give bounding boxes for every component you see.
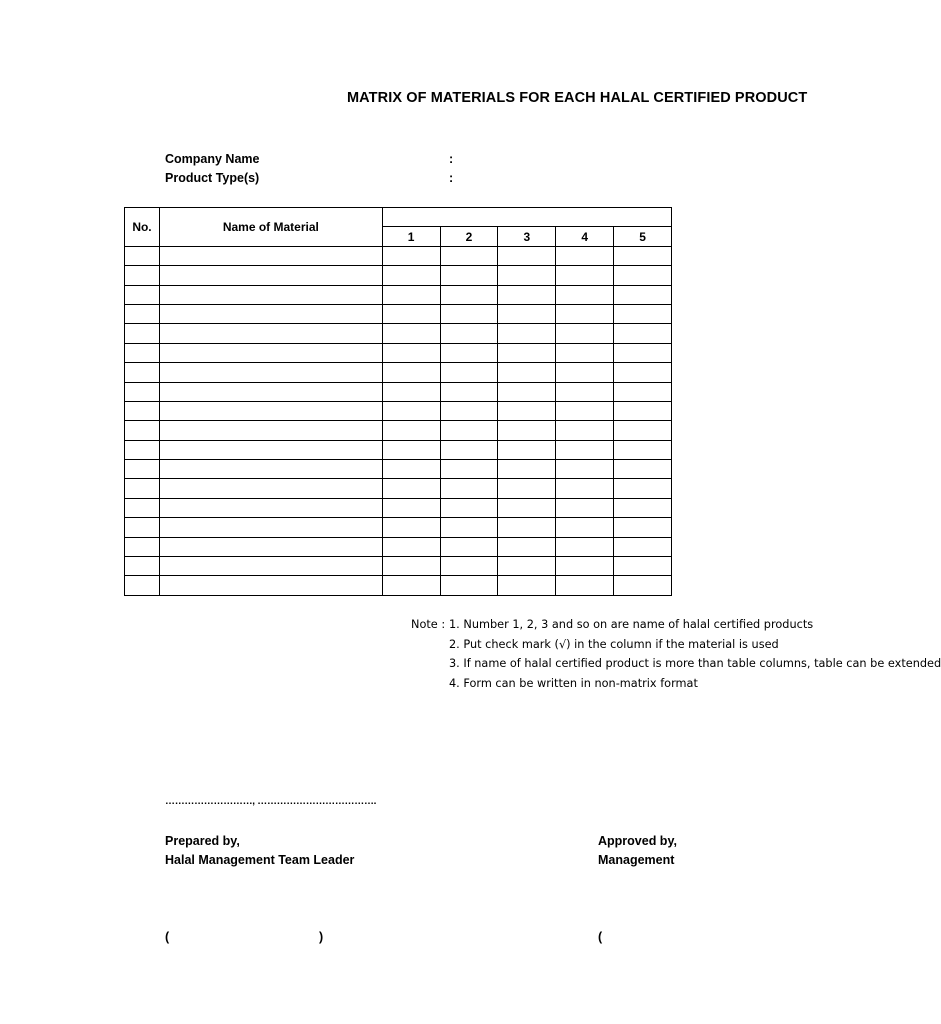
row-number-cell	[125, 363, 160, 382]
product-check-cell	[382, 401, 440, 420]
product-check-cell	[382, 460, 440, 479]
row-number-cell	[125, 421, 160, 440]
product-check-cell	[498, 537, 556, 556]
header-product-1: 1	[382, 227, 440, 246]
product-check-cell	[382, 518, 440, 537]
material-name-cell	[159, 518, 382, 537]
header-no: No.	[125, 208, 160, 247]
product-check-cell	[498, 285, 556, 304]
material-name-cell	[159, 421, 382, 440]
product-check-cell	[498, 324, 556, 343]
table-row	[125, 266, 672, 285]
product-check-cell	[556, 246, 614, 265]
product-check-cell	[440, 440, 498, 459]
table-row	[125, 246, 672, 265]
material-name-cell	[159, 343, 382, 362]
table-row	[125, 304, 672, 323]
row-number-cell	[125, 266, 160, 285]
product-check-cell	[382, 324, 440, 343]
product-check-cell	[614, 343, 672, 362]
material-name-cell	[159, 576, 382, 595]
table-row	[125, 382, 672, 401]
material-name-cell	[159, 498, 382, 517]
product-check-cell	[498, 304, 556, 323]
product-check-cell	[440, 460, 498, 479]
table-row	[125, 440, 672, 459]
product-check-cell	[614, 537, 672, 556]
product-check-cell	[614, 363, 672, 382]
note-line-1: 1. Number 1, 2, 3 and so on are name of halal certified products	[449, 618, 814, 631]
matrix-body	[125, 246, 672, 595]
product-check-cell	[498, 363, 556, 382]
product-check-cell	[498, 246, 556, 265]
approved-by-role: Management	[598, 853, 675, 867]
product-check-cell	[556, 363, 614, 382]
product-check-cell	[440, 343, 498, 362]
table-row	[125, 421, 672, 440]
product-check-cell	[498, 479, 556, 498]
table-row	[125, 479, 672, 498]
product-check-cell	[440, 479, 498, 498]
product-check-cell	[440, 324, 498, 343]
product-check-cell	[382, 363, 440, 382]
header-product-5: 5	[614, 227, 672, 246]
material-name-cell	[159, 363, 382, 382]
row-number-cell	[125, 460, 160, 479]
product-check-cell	[498, 440, 556, 459]
product-check-cell	[556, 440, 614, 459]
product-check-cell	[382, 479, 440, 498]
table-row	[125, 401, 672, 420]
material-name-cell	[159, 557, 382, 576]
product-check-cell	[556, 324, 614, 343]
product-check-cell	[498, 401, 556, 420]
product-check-cell	[556, 343, 614, 362]
company-name-label: Company Name	[165, 152, 260, 166]
product-check-cell	[556, 382, 614, 401]
row-number-cell	[125, 537, 160, 556]
product-check-cell	[382, 498, 440, 517]
row-number-cell	[125, 382, 160, 401]
table-row	[125, 576, 672, 595]
product-check-cell	[556, 266, 614, 285]
product-check-cell	[440, 266, 498, 285]
table-row	[125, 324, 672, 343]
product-types-label: Product Type(s)	[165, 171, 260, 185]
product-check-cell	[440, 518, 498, 537]
header-product-2: 2	[440, 227, 498, 246]
material-name-cell	[159, 537, 382, 556]
material-name-cell	[159, 304, 382, 323]
product-check-cell	[440, 537, 498, 556]
product-check-cell	[498, 576, 556, 595]
product-check-cell	[614, 557, 672, 576]
product-check-cell	[382, 266, 440, 285]
product-types-colon: :	[449, 171, 454, 185]
product-check-cell	[614, 498, 672, 517]
product-check-cell	[614, 304, 672, 323]
product-check-cell	[614, 421, 672, 440]
product-check-cell	[614, 382, 672, 401]
note-line-2: 2. Put check mark (√) in the column if the material is used	[449, 637, 779, 651]
materials-matrix-table	[124, 207, 672, 596]
note-line-4: 4. Form can be written in non-matrix format	[449, 676, 698, 690]
prepared-signature-close-paren: )	[319, 930, 324, 944]
product-check-cell	[440, 285, 498, 304]
product-check-cell	[440, 382, 498, 401]
row-number-cell	[125, 285, 160, 304]
row-number-cell	[125, 518, 160, 537]
row-number-cell	[125, 401, 160, 420]
product-check-cell	[382, 557, 440, 576]
product-check-cell	[440, 421, 498, 440]
row-number-cell	[125, 498, 160, 517]
product-check-cell	[556, 304, 614, 323]
row-number-cell	[125, 343, 160, 362]
product-check-cell	[440, 246, 498, 265]
table-row	[125, 285, 672, 304]
product-check-cell	[498, 421, 556, 440]
product-check-cell	[614, 324, 672, 343]
table-row	[125, 518, 672, 537]
product-check-cell	[382, 537, 440, 556]
product-check-cell	[614, 460, 672, 479]
material-name-cell	[159, 479, 382, 498]
product-check-cell	[556, 537, 614, 556]
header-row	[125, 208, 672, 227]
product-check-cell	[440, 576, 498, 595]
product-check-cell	[614, 285, 672, 304]
row-number-cell	[125, 246, 160, 265]
product-check-cell	[614, 266, 672, 285]
prepared-by-label: Prepared by,	[165, 834, 240, 848]
material-name-cell	[159, 246, 382, 265]
product-check-cell	[498, 266, 556, 285]
product-check-cell	[498, 518, 556, 537]
page-title: MATRIX OF MATERIALS FOR EACH HALAL CERTIFIED PRODUCT	[347, 90, 808, 106]
product-check-cell	[382, 246, 440, 265]
product-check-cell	[556, 479, 614, 498]
product-check-cell	[614, 401, 672, 420]
product-check-cell	[440, 498, 498, 517]
product-check-cell	[498, 382, 556, 401]
table-row	[125, 557, 672, 576]
header-product-4: 4	[556, 227, 614, 246]
place-date-line: ………………………, ……………………………….	[165, 796, 377, 807]
product-check-cell	[498, 460, 556, 479]
product-check-cell	[556, 576, 614, 595]
product-check-cell	[382, 343, 440, 362]
product-check-cell	[556, 518, 614, 537]
product-check-cell	[440, 363, 498, 382]
material-name-cell	[159, 285, 382, 304]
material-name-cell	[159, 382, 382, 401]
approved-signature-open-paren: (	[598, 930, 603, 944]
note-line-3: 3. If name of halal certified product is more than table columns, table can be extended	[449, 657, 941, 670]
prepared-signature-open-paren: (	[165, 930, 170, 944]
product-check-cell	[382, 421, 440, 440]
product-check-cell	[556, 421, 614, 440]
product-check-cell	[498, 343, 556, 362]
product-check-cell	[440, 557, 498, 576]
product-check-cell	[614, 246, 672, 265]
product-check-cell	[440, 304, 498, 323]
product-check-cell	[440, 401, 498, 420]
product-check-cell	[498, 557, 556, 576]
table-row	[125, 498, 672, 517]
material-name-cell	[159, 266, 382, 285]
product-check-cell	[556, 498, 614, 517]
product-check-cell	[382, 576, 440, 595]
approved-by-label: Approved by,	[598, 834, 677, 848]
table-row	[125, 460, 672, 479]
product-check-cell	[556, 557, 614, 576]
product-check-cell	[382, 304, 440, 323]
product-check-cell	[556, 460, 614, 479]
row-number-cell	[125, 324, 160, 343]
product-check-cell	[382, 285, 440, 304]
row-number-cell	[125, 557, 160, 576]
table-row	[125, 363, 672, 382]
product-check-cell	[498, 498, 556, 517]
header-material: Name of Material	[159, 208, 382, 247]
prepared-by-role: Halal Management Team Leader	[165, 853, 355, 867]
product-check-cell	[614, 479, 672, 498]
material-name-cell	[159, 324, 382, 343]
row-number-cell	[125, 304, 160, 323]
product-check-cell	[556, 285, 614, 304]
company-name-colon: :	[449, 152, 454, 166]
product-check-cell	[614, 518, 672, 537]
material-name-cell	[159, 460, 382, 479]
product-check-cell	[614, 440, 672, 459]
header-products-group	[382, 208, 671, 227]
product-check-cell	[382, 382, 440, 401]
table-row	[125, 537, 672, 556]
material-name-cell	[159, 401, 382, 420]
product-check-cell	[556, 401, 614, 420]
row-number-cell	[125, 440, 160, 459]
material-name-cell	[159, 440, 382, 459]
product-check-cell	[614, 576, 672, 595]
table-row	[125, 343, 672, 362]
row-number-cell	[125, 479, 160, 498]
note-prefix: Note :	[411, 618, 446, 631]
product-check-cell	[382, 440, 440, 459]
row-number-cell	[125, 576, 160, 595]
header-product-3: 3	[498, 227, 556, 246]
